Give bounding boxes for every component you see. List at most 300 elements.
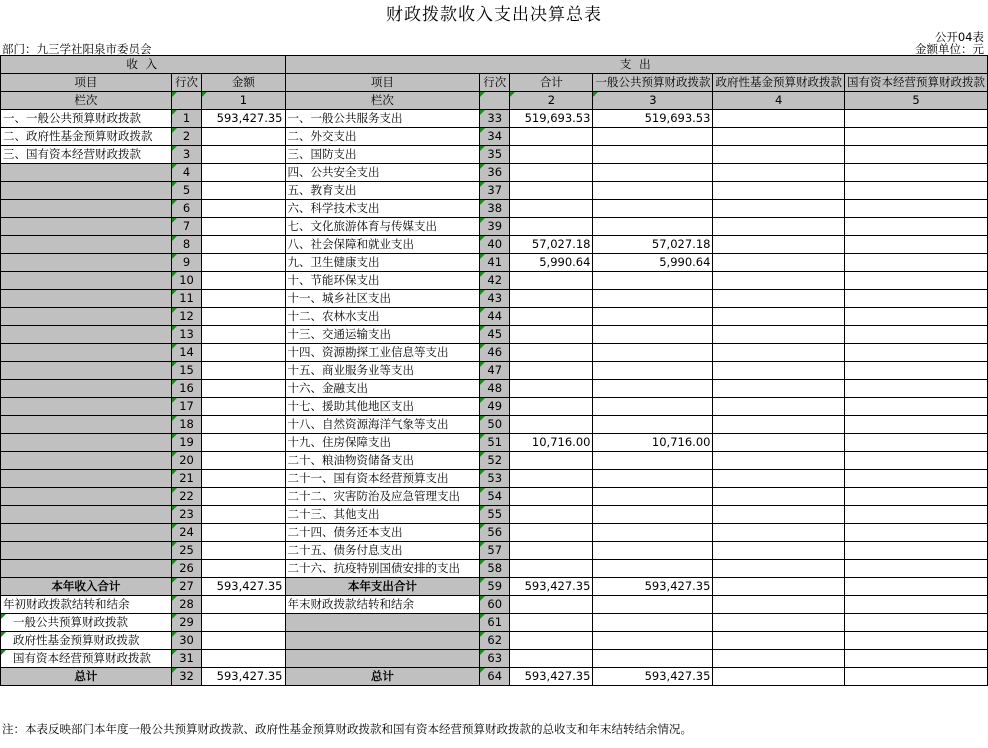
expense-item-cell[interactable]: 二十四、债务还本支出 (285, 524, 480, 542)
total-cell[interactable] (510, 362, 593, 380)
expense-item-cell[interactable] (285, 650, 480, 668)
state-capital-cell[interactable] (844, 542, 987, 560)
income-amount-header[interactable]: 金额 (202, 74, 285, 92)
income-rowno-cell[interactable]: 5 (171, 182, 202, 200)
income-rowno-cell[interactable]: 1 (171, 110, 202, 128)
total-cell[interactable] (510, 398, 593, 416)
expense-rowno-cell[interactable]: 50 (480, 416, 510, 434)
total-cell[interactable]: 10,716.00 (510, 434, 593, 452)
state-capital-cell[interactable] (844, 128, 987, 146)
gov-fund-cell[interactable] (713, 434, 845, 452)
income-rowno-cell[interactable]: 21 (171, 470, 202, 488)
income-amount-cell[interactable] (202, 146, 285, 164)
gov-fund-cell[interactable] (713, 506, 845, 524)
state-capital-cell[interactable] (844, 182, 987, 200)
income-amount-cell[interactable] (202, 344, 285, 362)
expense-rowno-cell[interactable]: 45 (480, 326, 510, 344)
income-amount-cell[interactable] (202, 470, 285, 488)
general-budget-cell[interactable] (593, 182, 713, 200)
general-budget-header[interactable]: 一般公共预算财政拨款 (593, 74, 713, 92)
total-cell[interactable] (510, 218, 593, 236)
expense-rowno-cell[interactable]: 56 (480, 524, 510, 542)
state-capital-cell[interactable] (844, 398, 987, 416)
gov-fund-cell[interactable] (713, 218, 845, 236)
income-amount-cell[interactable] (202, 164, 285, 182)
general-budget-cell[interactable] (593, 650, 713, 668)
gov-fund-cell[interactable] (713, 164, 845, 182)
state-capital-cell[interactable] (844, 524, 987, 542)
expense-item-cell[interactable]: 十三、交通运输支出 (285, 326, 480, 344)
general-budget-cell[interactable] (593, 290, 713, 308)
general-budget-cell[interactable] (593, 506, 713, 524)
expense-item-cell[interactable]: 十四、资源勘探工业信息等支出 (285, 344, 480, 362)
expense-item-cell[interactable]: 四、公共安全支出 (285, 164, 480, 182)
total-cell[interactable] (510, 344, 593, 362)
income-rowno-cell[interactable]: 14 (171, 344, 202, 362)
expense-item-cell[interactable]: 九、卫生健康支出 (285, 254, 480, 272)
gov-fund-cell[interactable] (713, 650, 845, 668)
total-cell[interactable] (510, 542, 593, 560)
general-budget-cell[interactable] (593, 560, 713, 578)
total-cell[interactable] (510, 506, 593, 524)
income-rowno-cell[interactable]: 12 (171, 308, 202, 326)
income-rowno-cell[interactable]: 26 (171, 560, 202, 578)
gov-fund-cell[interactable] (713, 416, 845, 434)
expense-rowno-cell[interactable]: 57 (480, 542, 510, 560)
income-rowno-cell[interactable]: 28 (171, 596, 202, 614)
state-capital-cell[interactable] (844, 380, 987, 398)
state-capital-cell[interactable] (844, 164, 987, 182)
expense-rowno-cell[interactable]: 64 (480, 668, 510, 686)
income-item-cell[interactable] (1, 326, 172, 344)
total-cell[interactable]: 57,027.18 (510, 236, 593, 254)
general-budget-cell[interactable] (593, 416, 713, 434)
expense-item-cell[interactable]: 十九、住房保障支出 (285, 434, 480, 452)
income-rowno-cell[interactable]: 19 (171, 434, 202, 452)
state-capital-cell[interactable] (844, 218, 987, 236)
total-cell[interactable] (510, 488, 593, 506)
income-amount-cell[interactable] (202, 128, 285, 146)
income-item-cell[interactable]: 一般公共预算财政拨款 (1, 614, 172, 632)
income-amount-cell[interactable] (202, 182, 285, 200)
income-amount-cell[interactable] (202, 596, 285, 614)
income-item-cell[interactable] (1, 434, 172, 452)
gov-fund-cell[interactable] (713, 326, 845, 344)
gov-fund-cell[interactable] (713, 254, 845, 272)
income-rowno-index[interactable] (171, 92, 202, 110)
state-capital-cell[interactable] (844, 200, 987, 218)
gov-fund-cell[interactable] (713, 632, 845, 650)
income-rowno-cell[interactable]: 27 (171, 578, 202, 596)
income-rowno-cell[interactable]: 24 (171, 524, 202, 542)
income-item-cell[interactable]: 总计 (1, 668, 172, 686)
expense-item-cell[interactable]: 二十二、灾害防治及应急管理支出 (285, 488, 480, 506)
income-amount-cell[interactable] (202, 308, 285, 326)
total-cell[interactable] (510, 614, 593, 632)
expense-rowno-cell[interactable]: 59 (480, 578, 510, 596)
total-cell[interactable] (510, 272, 593, 290)
general-budget-cell[interactable] (593, 146, 713, 164)
income-rowno-cell[interactable]: 9 (171, 254, 202, 272)
income-amount-cell[interactable]: 593,427.35 (202, 578, 285, 596)
income-item-cell[interactable]: 政府性基金预算财政拨款 (1, 632, 172, 650)
income-item-cell[interactable] (1, 218, 172, 236)
total-cell[interactable] (510, 128, 593, 146)
gov-fund-cell[interactable] (713, 362, 845, 380)
col-4-index[interactable]: 4 (713, 92, 845, 110)
total-cell[interactable] (510, 524, 593, 542)
income-item-cell[interactable] (1, 560, 172, 578)
income-item-cell[interactable] (1, 506, 172, 524)
income-rowno-cell[interactable]: 10 (171, 272, 202, 290)
expense-rowno-cell[interactable]: 39 (480, 218, 510, 236)
income-amount-cell[interactable] (202, 452, 285, 470)
state-capital-cell[interactable] (844, 434, 987, 452)
expense-item-cell[interactable]: 年末财政拨款结转和结余 (285, 596, 480, 614)
state-capital-cell[interactable] (844, 254, 987, 272)
income-rowno-cell[interactable]: 15 (171, 362, 202, 380)
total-cell[interactable] (510, 182, 593, 200)
income-rowno-cell[interactable]: 30 (171, 632, 202, 650)
income-rowno-cell[interactable]: 8 (171, 236, 202, 254)
state-capital-cell[interactable] (844, 236, 987, 254)
gov-fund-cell[interactable] (713, 470, 845, 488)
income-amount-cell[interactable] (202, 380, 285, 398)
income-rowno-cell[interactable]: 31 (171, 650, 202, 668)
income-column-label[interactable]: 栏次 (1, 92, 172, 110)
general-budget-cell[interactable] (593, 470, 713, 488)
income-item-cell[interactable]: 国有资本经营预算财政拨款 (1, 650, 172, 668)
expense-item-cell[interactable] (285, 614, 480, 632)
col-3-index[interactable]: 3 (593, 92, 713, 110)
state-capital-cell[interactable] (844, 614, 987, 632)
expense-item-header[interactable]: 项目 (285, 74, 480, 92)
income-rowno-cell[interactable]: 32 (171, 668, 202, 686)
state-capital-cell[interactable] (844, 668, 987, 686)
gov-fund-cell[interactable] (713, 290, 845, 308)
expense-rowno-header[interactable]: 行次 (480, 74, 510, 92)
total-cell[interactable] (510, 452, 593, 470)
income-amount-cell[interactable]: 593,427.35 (202, 668, 285, 686)
expense-section-header[interactable]: 支 出 (285, 56, 987, 74)
total-cell[interactable] (510, 164, 593, 182)
total-cell[interactable] (510, 146, 593, 164)
gov-fund-cell[interactable] (713, 236, 845, 254)
state-capital-cell[interactable] (844, 578, 987, 596)
state-capital-cell[interactable] (844, 596, 987, 614)
income-amount-cell[interactable] (202, 326, 285, 344)
expense-item-cell[interactable]: 十、节能环保支出 (285, 272, 480, 290)
col-5-index[interactable]: 5 (844, 92, 987, 110)
gov-fund-cell[interactable] (713, 614, 845, 632)
income-item-cell[interactable] (1, 344, 172, 362)
total-cell[interactable] (510, 650, 593, 668)
income-item-cell[interactable] (1, 164, 172, 182)
expense-rowno-cell[interactable]: 52 (480, 452, 510, 470)
expense-item-cell[interactable]: 十五、商业服务业等支出 (285, 362, 480, 380)
expense-item-cell[interactable]: 十八、自然资源海洋气象等支出 (285, 416, 480, 434)
col-1-index[interactable]: 1 (202, 92, 285, 110)
income-amount-cell[interactable] (202, 200, 285, 218)
state-capital-cell[interactable] (844, 110, 987, 128)
income-item-cell[interactable] (1, 452, 172, 470)
total-cell[interactable] (510, 632, 593, 650)
expense-item-cell[interactable]: 十一、城乡社区支出 (285, 290, 480, 308)
general-budget-cell[interactable]: 57,027.18 (593, 236, 713, 254)
expense-rowno-cell[interactable]: 46 (480, 344, 510, 362)
income-rowno-cell[interactable]: 6 (171, 200, 202, 218)
expense-item-cell[interactable]: 二、外交支出 (285, 128, 480, 146)
expense-item-cell[interactable]: 二十六、抗疫特别国债安排的支出 (285, 560, 480, 578)
expense-column-label[interactable]: 栏次 (285, 92, 480, 110)
gov-fund-cell[interactable] (713, 542, 845, 560)
state-capital-cell[interactable] (844, 488, 987, 506)
income-item-cell[interactable] (1, 182, 172, 200)
gov-fund-cell[interactable] (713, 452, 845, 470)
expense-rowno-cell[interactable]: 40 (480, 236, 510, 254)
general-budget-cell[interactable] (593, 272, 713, 290)
expense-item-cell[interactable]: 二十一、国有资本经营预算支出 (285, 470, 480, 488)
state-capital-cell[interactable] (844, 650, 987, 668)
state-capital-cell[interactable] (844, 290, 987, 308)
expense-rowno-cell[interactable]: 62 (480, 632, 510, 650)
income-rowno-header[interactable]: 行次 (171, 74, 202, 92)
income-item-cell[interactable] (1, 416, 172, 434)
general-budget-cell[interactable] (593, 128, 713, 146)
income-amount-cell[interactable] (202, 416, 285, 434)
total-cell[interactable] (510, 308, 593, 326)
general-budget-cell[interactable] (593, 452, 713, 470)
gov-fund-cell[interactable] (713, 578, 845, 596)
gov-fund-cell[interactable] (713, 344, 845, 362)
general-budget-cell[interactable]: 593,427.35 (593, 578, 713, 596)
income-item-cell[interactable] (1, 200, 172, 218)
col-2-index[interactable]: 2 (510, 92, 593, 110)
state-capital-cell[interactable] (844, 416, 987, 434)
income-item-cell[interactable] (1, 542, 172, 560)
gov-fund-cell[interactable] (713, 560, 845, 578)
income-item-cell[interactable]: 二、政府性基金预算财政拨款 (1, 128, 172, 146)
income-amount-cell[interactable] (202, 542, 285, 560)
expense-rowno-cell[interactable]: 49 (480, 398, 510, 416)
total-header[interactable]: 合计 (510, 74, 593, 92)
income-amount-cell[interactable] (202, 524, 285, 542)
income-rowno-cell[interactable]: 29 (171, 614, 202, 632)
general-budget-cell[interactable] (593, 596, 713, 614)
expense-item-cell[interactable]: 二十三、其他支出 (285, 506, 480, 524)
income-rowno-cell[interactable]: 22 (171, 488, 202, 506)
expense-item-cell[interactable]: 七、文化旅游体育与传媒支出 (285, 218, 480, 236)
state-capital-cell[interactable] (844, 326, 987, 344)
income-item-cell[interactable] (1, 272, 172, 290)
expense-rowno-cell[interactable]: 55 (480, 506, 510, 524)
expense-rowno-cell[interactable]: 54 (480, 488, 510, 506)
expense-rowno-cell[interactable]: 44 (480, 308, 510, 326)
general-budget-cell[interactable] (593, 380, 713, 398)
state-capital-cell[interactable] (844, 632, 987, 650)
expense-rowno-cell[interactable]: 37 (480, 182, 510, 200)
expense-item-cell[interactable]: 八、社会保障和就业支出 (285, 236, 480, 254)
income-item-cell[interactable] (1, 398, 172, 416)
income-rowno-cell[interactable]: 18 (171, 416, 202, 434)
expense-item-cell[interactable]: 十七、援助其他地区支出 (285, 398, 480, 416)
general-budget-cell[interactable]: 10,716.00 (593, 434, 713, 452)
total-cell[interactable]: 519,693.53 (510, 110, 593, 128)
state-capital-cell[interactable] (844, 452, 987, 470)
gov-fund-header[interactable]: 政府性基金预算财政拨款 (713, 74, 845, 92)
income-item-cell[interactable] (1, 308, 172, 326)
expense-rowno-cell[interactable]: 36 (480, 164, 510, 182)
general-budget-cell[interactable] (593, 326, 713, 344)
expense-rowno-cell[interactable]: 42 (480, 272, 510, 290)
expense-item-cell[interactable]: 二十、粮油物资储备支出 (285, 452, 480, 470)
expense-item-cell[interactable]: 本年支出合计 (285, 578, 480, 596)
gov-fund-cell[interactable] (713, 524, 845, 542)
general-budget-cell[interactable] (593, 200, 713, 218)
income-amount-cell[interactable] (202, 632, 285, 650)
total-cell[interactable] (510, 416, 593, 434)
expense-rowno-cell[interactable]: 38 (480, 200, 510, 218)
expense-rowno-cell[interactable]: 41 (480, 254, 510, 272)
income-rowno-cell[interactable]: 4 (171, 164, 202, 182)
general-budget-cell[interactable] (593, 308, 713, 326)
income-item-header[interactable]: 项目 (1, 74, 172, 92)
income-amount-cell[interactable] (202, 506, 285, 524)
income-section-header[interactable]: 收 入 (1, 56, 286, 74)
expense-rowno-cell[interactable]: 60 (480, 596, 510, 614)
expense-rowno-cell[interactable]: 35 (480, 146, 510, 164)
income-rowno-cell[interactable]: 17 (171, 398, 202, 416)
income-amount-cell[interactable] (202, 650, 285, 668)
income-amount-cell[interactable] (202, 272, 285, 290)
total-cell[interactable] (510, 596, 593, 614)
income-amount-cell[interactable] (202, 254, 285, 272)
total-cell[interactable] (510, 290, 593, 308)
expense-item-cell[interactable]: 十六、金融支出 (285, 380, 480, 398)
income-item-cell[interactable] (1, 380, 172, 398)
income-amount-cell[interactable] (202, 362, 285, 380)
expense-rowno-cell[interactable]: 58 (480, 560, 510, 578)
expense-rowno-index[interactable] (480, 92, 510, 110)
expense-rowno-cell[interactable]: 33 (480, 110, 510, 128)
income-rowno-cell[interactable]: 25 (171, 542, 202, 560)
expense-rowno-cell[interactable]: 53 (480, 470, 510, 488)
gov-fund-cell[interactable] (713, 272, 845, 290)
general-budget-cell[interactable] (593, 218, 713, 236)
gov-fund-cell[interactable] (713, 596, 845, 614)
total-cell[interactable] (510, 470, 593, 488)
general-budget-cell[interactable] (593, 614, 713, 632)
total-cell[interactable]: 593,427.35 (510, 578, 593, 596)
gov-fund-cell[interactable] (713, 146, 845, 164)
general-budget-cell[interactable] (593, 632, 713, 650)
income-amount-cell[interactable] (202, 488, 285, 506)
gov-fund-cell[interactable] (713, 668, 845, 686)
income-rowno-cell[interactable]: 23 (171, 506, 202, 524)
general-budget-cell[interactable] (593, 398, 713, 416)
total-cell[interactable]: 593,427.35 (510, 668, 593, 686)
income-item-cell[interactable] (1, 236, 172, 254)
income-amount-cell[interactable] (202, 236, 285, 254)
gov-fund-cell[interactable] (713, 380, 845, 398)
income-item-cell[interactable] (1, 488, 172, 506)
state-capital-cell[interactable] (844, 470, 987, 488)
state-capital-cell[interactable] (844, 146, 987, 164)
gov-fund-cell[interactable] (713, 200, 845, 218)
income-item-cell[interactable] (1, 290, 172, 308)
income-amount-cell[interactable] (202, 290, 285, 308)
expense-rowno-cell[interactable]: 61 (480, 614, 510, 632)
income-rowno-cell[interactable]: 16 (171, 380, 202, 398)
income-rowno-cell[interactable]: 13 (171, 326, 202, 344)
state-capital-cell[interactable] (844, 272, 987, 290)
income-item-cell[interactable] (1, 470, 172, 488)
total-cell[interactable] (510, 326, 593, 344)
expense-rowno-cell[interactable]: 43 (480, 290, 510, 308)
total-cell[interactable] (510, 200, 593, 218)
general-budget-cell[interactable] (593, 344, 713, 362)
general-budget-cell[interactable] (593, 488, 713, 506)
total-cell[interactable]: 5,990.64 (510, 254, 593, 272)
income-item-cell[interactable]: 年初财政拨款结转和结余 (1, 596, 172, 614)
state-capital-cell[interactable] (844, 344, 987, 362)
general-budget-cell[interactable] (593, 542, 713, 560)
state-capital-header[interactable]: 国有资本经营预算财政拨款 (844, 74, 987, 92)
expense-item-cell[interactable]: 二十五、债务付息支出 (285, 542, 480, 560)
general-budget-cell[interactable]: 5,990.64 (593, 254, 713, 272)
gov-fund-cell[interactable] (713, 488, 845, 506)
income-amount-cell[interactable]: 593,427.35 (202, 110, 285, 128)
expense-item-cell[interactable]: 总计 (285, 668, 480, 686)
expense-rowno-cell[interactable]: 48 (480, 380, 510, 398)
income-item-cell[interactable]: 三、国有资本经营财政拨款 (1, 146, 172, 164)
total-cell[interactable] (510, 380, 593, 398)
gov-fund-cell[interactable] (713, 182, 845, 200)
income-amount-cell[interactable] (202, 560, 285, 578)
income-rowno-cell[interactable]: 7 (171, 218, 202, 236)
state-capital-cell[interactable] (844, 362, 987, 380)
expense-item-cell[interactable]: 五、教育支出 (285, 182, 480, 200)
expense-item-cell[interactable]: 三、国防支出 (285, 146, 480, 164)
expense-item-cell[interactable]: 一、一般公共服务支出 (285, 110, 480, 128)
expense-rowno-cell[interactable]: 63 (480, 650, 510, 668)
income-item-cell[interactable]: 本年收入合计 (1, 578, 172, 596)
state-capital-cell[interactable] (844, 308, 987, 326)
income-item-cell[interactable]: 一、一般公共预算财政拨款 (1, 110, 172, 128)
expense-rowno-cell[interactable]: 34 (480, 128, 510, 146)
income-amount-cell[interactable] (202, 218, 285, 236)
income-rowno-cell[interactable]: 2 (171, 128, 202, 146)
state-capital-cell[interactable] (844, 560, 987, 578)
income-rowno-cell[interactable]: 3 (171, 146, 202, 164)
gov-fund-cell[interactable] (713, 308, 845, 326)
expense-item-cell[interactable]: 十二、农林水支出 (285, 308, 480, 326)
income-item-cell[interactable] (1, 362, 172, 380)
income-item-cell[interactable] (1, 524, 172, 542)
gov-fund-cell[interactable] (713, 110, 845, 128)
general-budget-cell[interactable]: 593,427.35 (593, 668, 713, 686)
general-budget-cell[interactable] (593, 164, 713, 182)
gov-fund-cell[interactable] (713, 398, 845, 416)
general-budget-cell[interactable] (593, 524, 713, 542)
general-budget-cell[interactable]: 519,693.53 (593, 110, 713, 128)
income-amount-cell[interactable] (202, 434, 285, 452)
income-item-cell[interactable] (1, 254, 172, 272)
general-budget-cell[interactable] (593, 362, 713, 380)
expense-rowno-cell[interactable]: 47 (480, 362, 510, 380)
income-rowno-cell[interactable]: 20 (171, 452, 202, 470)
gov-fund-cell[interactable] (713, 128, 845, 146)
